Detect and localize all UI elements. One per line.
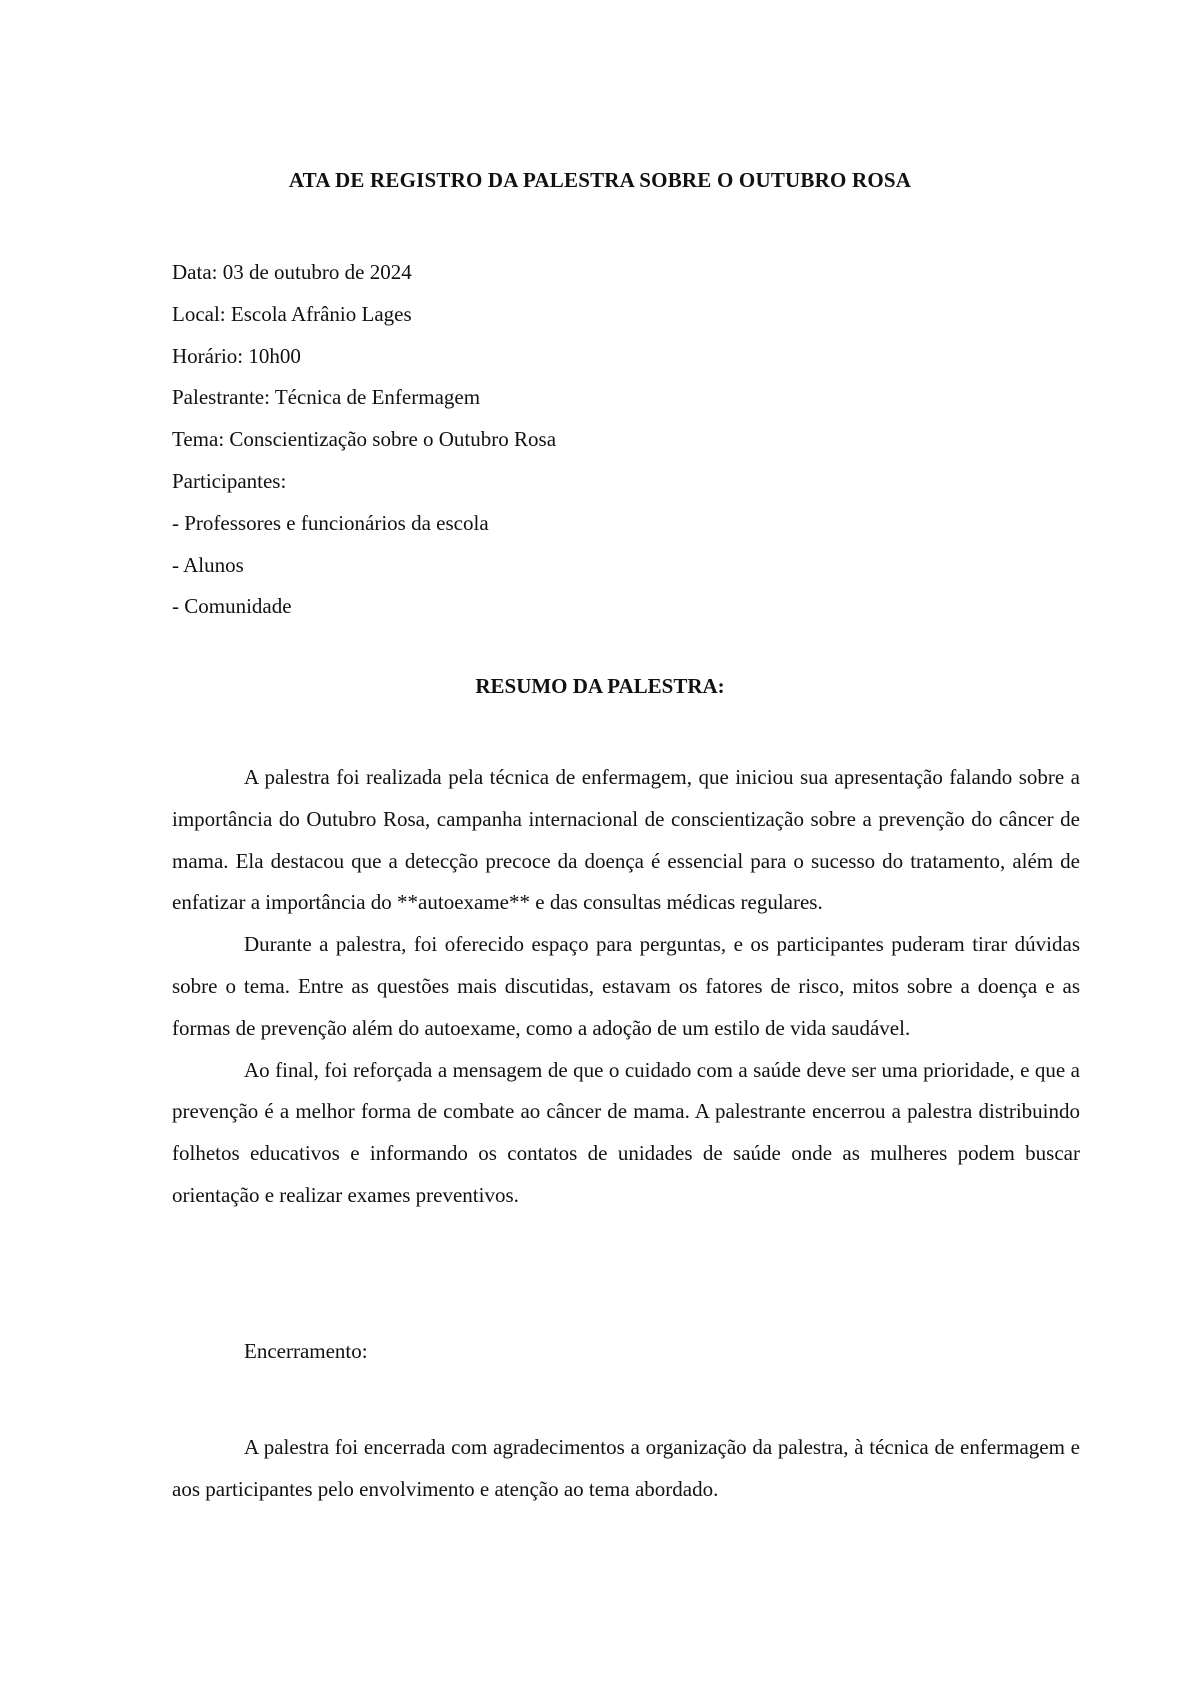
- closing-label: Encerramento:: [244, 1339, 368, 1363]
- summary-paragraph: A palestra foi realizada pela técnica de enfermagem, que iniciou sua apresentação falando sobre a importância do Outubro Rosa, campanha internacional de conscientização sobre a prevenção do câncer de mama. Ela destacou que a detecção precoce da doença é essencial para o sucesso do tratamento, além de enfatizar a importância do **autoexame** e das consultas médicas regulares.: [172, 765, 1080, 915]
- participant-item: - Alunos: [172, 552, 244, 577]
- meeting-date: Data: 03 de outubro de 2024: [172, 260, 412, 284]
- summary-body: [172, 757, 1080, 1217]
- meeting-speaker: Palestrante: Técnica de Enfermagem: [172, 385, 481, 410]
- summary-heading: RESUMO DA PALESTRA:: [475, 674, 725, 698]
- meeting-details: [172, 252, 556, 628]
- participant-item: - Professores e funcionários da escola: [172, 510, 489, 535]
- closing-body: [172, 1427, 1080, 1511]
- meeting-time: Horário: 10h00: [172, 343, 301, 368]
- summary-paragraph: Durante a palestra, foi oferecido espaço para perguntas, e os participantes puderam tirar dúvidas sobre o tema. Entre as questões mais discutidas, estavam os fatores de risco, mitos sobre a doença e as formas de prevenção além do autoexame, como a adoção de um estilo de vida saudável.: [172, 932, 1080, 1040]
- closing-paragraph: A palestra foi encerrada com agradecimentos a organização da palestra, à técnica de enfermagem e aos participantes pelo envolvimento e atenção ao tema abordado.: [172, 1435, 1080, 1501]
- summary-paragraph: Ao final, foi reforçada a mensagem de que o cuidado com a saúde deve ser uma prioridade, e que a prevenção é a melhor forma de combate ao câncer de mama. A palestrante encerrou a palestra distribuindo folhetos educativos e informando os contatos de unidades de saúde onde as mulheres podem buscar orientação e realizar exames preventivos.: [172, 1057, 1080, 1207]
- participant-item: - Comunidade: [172, 594, 292, 619]
- participants-label: Participantes:: [172, 468, 287, 493]
- meeting-theme: Tema: Conscientização sobre o Outubro Rosa: [172, 427, 557, 452]
- meeting-location: Local: Escola Afrânio Lages: [172, 301, 412, 326]
- document-title: ATA DE REGISTRO DA PALESTRA SOBRE O OUTUBRO ROSA: [288, 168, 912, 192]
